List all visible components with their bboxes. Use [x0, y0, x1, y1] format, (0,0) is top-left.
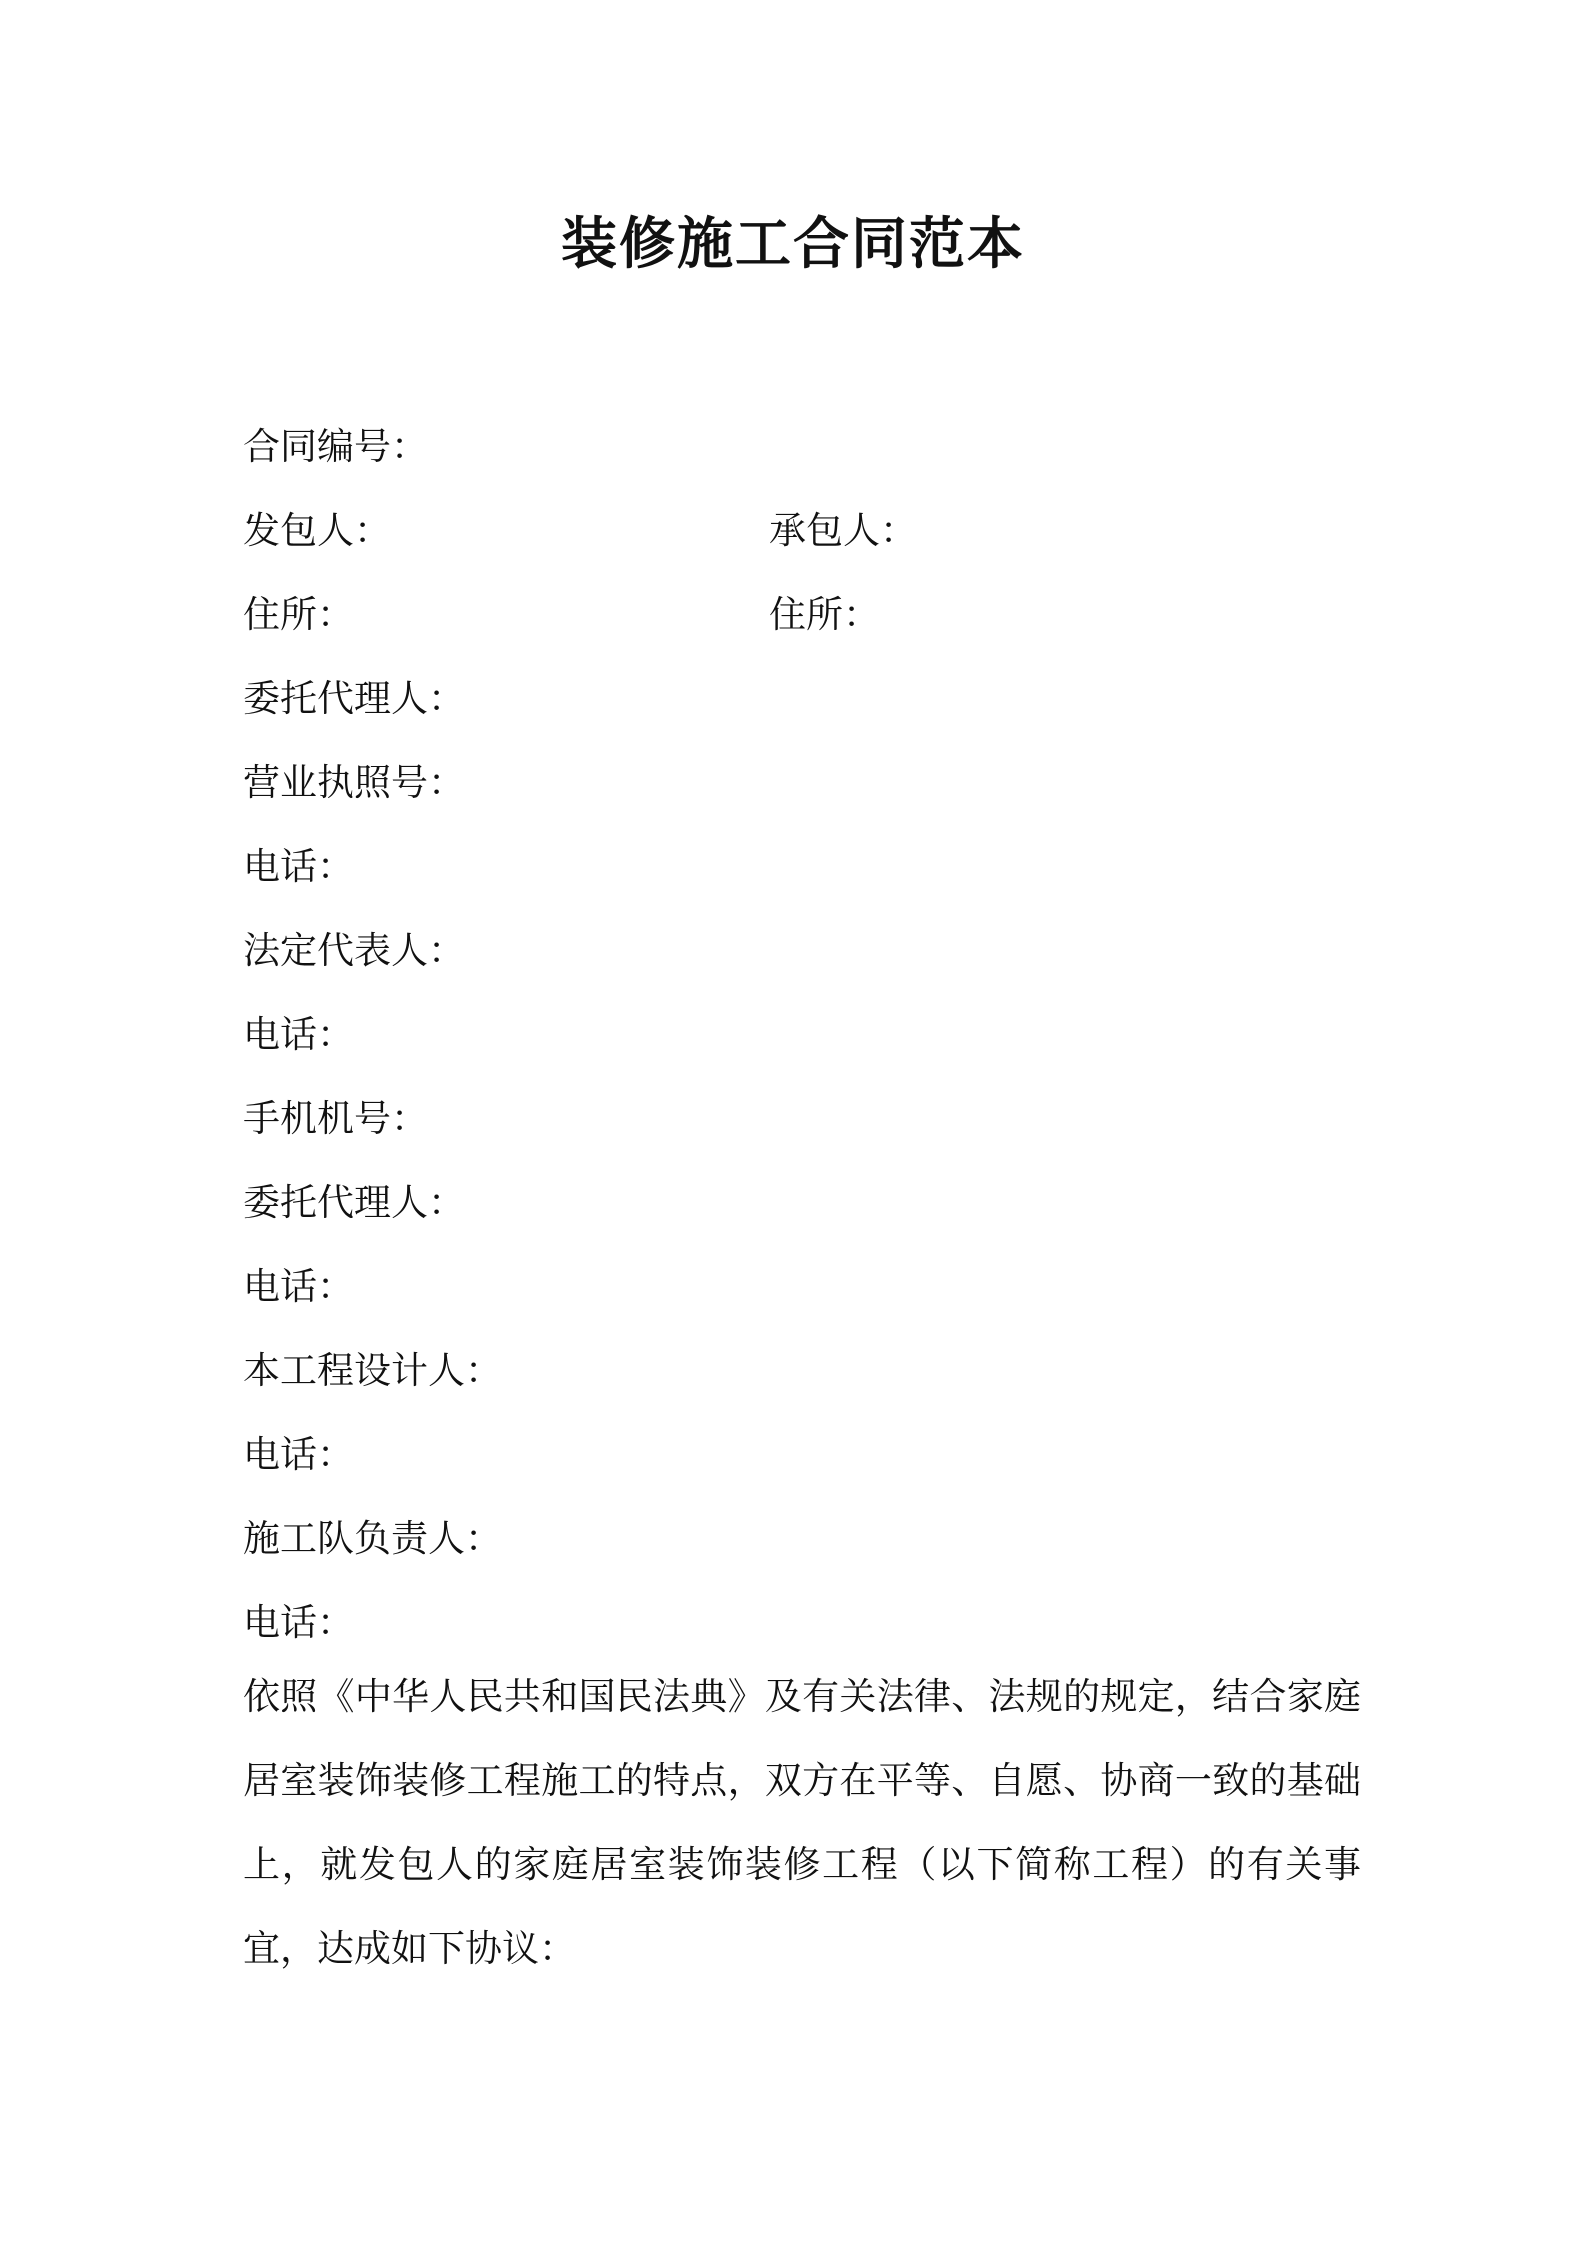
parties-row — [243, 489, 1353, 573]
preamble-paragraph: 依照《中华人民共和国民法典》及有关法律、法规的规定，结合家庭居室装饰装修工程施工的特点，双方在平等、自愿、协商一致的基础上，就发包人的家庭居室装饰装修工程（以下简称工程）的有关事宜，达成如下协议： — [243, 1675, 1361, 1970]
agent-label: 委托代理人： — [243, 1181, 465, 1224]
phone-label: 电话： — [243, 1265, 354, 1308]
party-a-address-label: 住所： — [243, 593, 354, 636]
phone-row-1 — [243, 825, 1353, 909]
document-title: 装修施工合同范本 — [561, 212, 1025, 277]
team-leader-row — [243, 1497, 1353, 1581]
party-a-label: 发包人： — [243, 509, 391, 552]
phone-row-5 — [243, 1581, 1353, 1665]
business-license-row — [243, 741, 1353, 825]
agent-row-1 — [243, 657, 1353, 741]
address-row — [243, 573, 1353, 657]
agent-label: 委托代理人： — [243, 677, 465, 720]
contract-number-row — [243, 405, 1353, 489]
party-b-address-label: 住所： — [769, 593, 880, 636]
phone-label: 电话： — [243, 1433, 354, 1476]
party-b-label: 承包人： — [769, 509, 917, 552]
phone-row-2 — [243, 993, 1353, 1077]
team-leader-label: 施工队负责人： — [243, 1517, 502, 1560]
mobile-label: 手机机号： — [243, 1097, 428, 1140]
phone-row-4 — [243, 1413, 1353, 1497]
phone-label: 电话： — [243, 1601, 354, 1644]
phone-label: 电话： — [243, 1013, 354, 1056]
legal-rep-label: 法定代表人： — [243, 929, 465, 972]
legal-rep-row — [243, 909, 1353, 993]
phone-row-3 — [243, 1245, 1353, 1329]
contract-number-label: 合同编号： — [243, 425, 428, 468]
contract-fields — [243, 405, 1353, 1665]
phone-label: 电话： — [243, 845, 354, 888]
designer-label: 本工程设计人： — [243, 1349, 502, 1392]
agent-row-2 — [243, 1161, 1353, 1245]
mobile-row — [243, 1077, 1353, 1161]
designer-row — [243, 1329, 1353, 1413]
business-license-label: 营业执照号： — [243, 761, 465, 804]
